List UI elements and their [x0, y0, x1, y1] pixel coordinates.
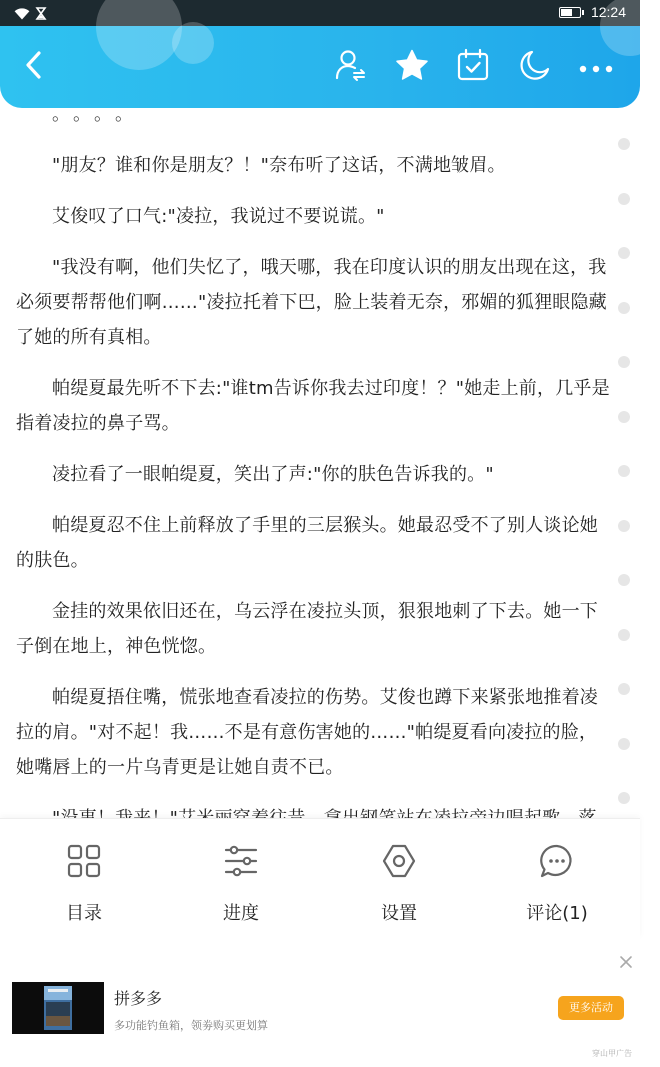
- close-icon: [619, 954, 633, 973]
- switch-user-icon: [333, 48, 367, 86]
- ad-title: 拼多多: [114, 989, 163, 1008]
- more-button[interactable]: [576, 47, 616, 87]
- paragraph: "朋友？谁和你是朋友？！"奈布听了这话，不满地皱眉。: [52, 155, 506, 176]
- page-dot: [618, 138, 630, 150]
- page-dot: [618, 465, 630, 477]
- page-dot: [618, 411, 630, 423]
- progress-label: 进度: [223, 903, 259, 924]
- ad-image[interactable]: [12, 982, 104, 1034]
- page-indicator-dots: [618, 138, 632, 901]
- settings-label: 设置: [381, 903, 417, 924]
- paragraph: 帕缇夏捂住嘴，慌张地查看凌拉的伤势。艾俊也蹲下来紧张地推着凌拉的肩。"对不起！我……不是有意伤害她的……"帕缇夏看向凌拉的脸，她嘴唇上的一片乌青更是让她自责不已。: [16, 687, 598, 778]
- page-dot: [618, 302, 630, 314]
- page-dot: [618, 520, 630, 532]
- paragraph: "我没有啊，他们失忆了，哦天哪，我在印度认识的朋友出现在这，我必须要帮帮他们啊……"凌拉托着下巴，脸上装着无奈，邪媚的狐狸眼隐藏了她的所有真相。: [16, 257, 607, 348]
- checkin-button[interactable]: [453, 47, 493, 87]
- back-icon: [23, 50, 45, 84]
- page-dot: [618, 193, 630, 205]
- more-icon: [579, 58, 613, 77]
- paragraph: 凌拉看了一眼帕缇夏，笑出了声:"你的肤色告诉我的。": [52, 464, 494, 485]
- reader-content[interactable]: [16, 104, 614, 818]
- page-dot: [618, 792, 630, 804]
- paragraph: 帕缇夏忍不住上前释放了手里的三层猴头。她最忍受不了别人谈论她的肤色。: [16, 515, 598, 571]
- paragraph: 帕缇夏最先听不下去:"谁tm告诉你我去过印度！？"她走上前，几乎是指着凌拉的鼻子骂。: [16, 378, 610, 434]
- switch-user-button[interactable]: [330, 47, 370, 87]
- moon-icon: [519, 49, 551, 85]
- page-dot: [618, 356, 630, 368]
- progress-button[interactable]: [186, 843, 296, 925]
- page-dot: [618, 247, 630, 259]
- calendar-check-icon: [456, 48, 490, 86]
- reader-toolbar: [0, 26, 640, 108]
- toc-label: 目录: [66, 903, 102, 924]
- settings-icon: [381, 864, 417, 883]
- grid-icon: [66, 864, 102, 883]
- toc-button[interactable]: [29, 843, 139, 925]
- page-dot: [618, 629, 630, 641]
- ad-banner[interactable]: [0, 938, 640, 1067]
- page-dot: [618, 574, 630, 586]
- leading-dots: 。。。。: [52, 104, 145, 125]
- comments-button[interactable]: [502, 843, 612, 925]
- bookmark-star-button[interactable]: [392, 47, 432, 87]
- ad-close-button[interactable]: [619, 954, 633, 968]
- clock-time: 12:24: [590, 4, 626, 20]
- battery-icon: [559, 7, 581, 18]
- paragraph: 艾俊叹了口气:"凌拉，我说过不要说谎。": [52, 206, 385, 227]
- wifi-icon: [14, 5, 30, 24]
- hourglass-icon: [36, 5, 46, 24]
- night-mode-button[interactable]: [515, 47, 555, 87]
- sliders-icon: [223, 864, 259, 883]
- status-left: [14, 5, 46, 24]
- comment-icon: [539, 864, 575, 883]
- comments-label: 评论(1): [526, 903, 588, 924]
- settings-button[interactable]: [344, 843, 454, 925]
- reader-bottom-menu: [0, 818, 640, 938]
- page-dot: [618, 683, 630, 695]
- ad-source-label: 穿山甲广告: [592, 1049, 632, 1058]
- paragraph: 金挂的效果依旧还在，乌云浮在凌拉头顶，狠狠地刺了下去。她一下子倒在地上，神色恍惚。: [16, 601, 598, 657]
- back-button[interactable]: [14, 47, 54, 87]
- ad-description: 多功能钓鱼箱，领劵购买更划算: [114, 1019, 268, 1032]
- star-icon: [395, 49, 429, 85]
- ad-more-button[interactable]: 更多活动: [558, 996, 624, 1020]
- page-dot: [618, 738, 630, 750]
